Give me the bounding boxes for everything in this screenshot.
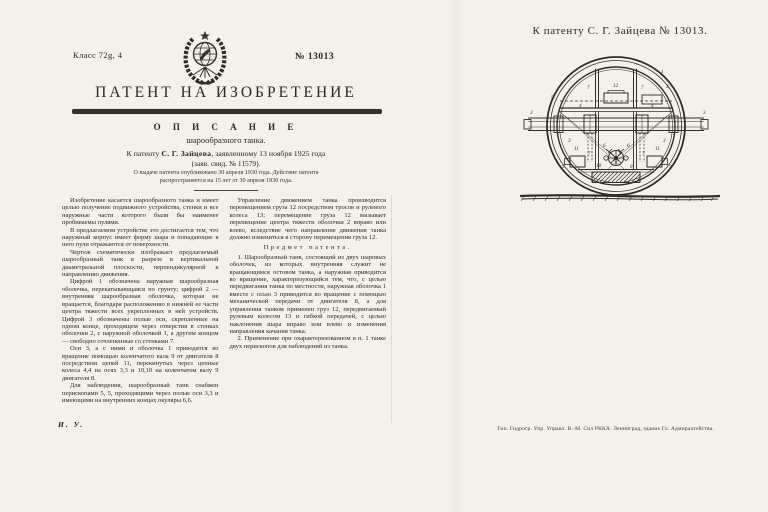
paragraph: Оси 3, а с ними и оболочка 1 приводятся во вращение помощью коленчатого вала 9 от двигателя 8 посредством цепей 11, перекинутых через цепные колеса 4,4 на осях 3,3 и 10,10 на коленчатом валу 9 двигателя 8. [62, 345, 219, 382]
patentee-name: С. Г. Зайцева [161, 149, 212, 158]
publication-note [80, 170, 372, 185]
figure-label: 10 [596, 163, 602, 169]
patent-body-text [62, 197, 386, 417]
hollow-axle [524, 116, 708, 133]
figure-label: 7 [642, 151, 645, 157]
figure-label: 12 [613, 83, 619, 89]
paragraph: Управление движением танка производится перемещением груза 12 посредством тросов и рулевого колеса 13; перемещение груза 12 вызывает перемещение центра тяжести оболочки 2 вправо или влево, вследствие чего направление движения танка должно измениться в сторону перемещения груза 12. [229, 197, 386, 242]
figure-label: 2 [666, 84, 669, 90]
patent-attribution-line [70, 149, 382, 158]
paragraph: Для наблюдения, шарообразный танк снабжен перископами 5, 5, проходящими через полые оси 3,3 и имеющими на внутренних концах окуляры 6,6. [62, 382, 219, 404]
figure-label: 5 [551, 95, 554, 101]
figure-label: 6 [603, 143, 606, 149]
printer-imprint: Тип. Гидрогр. Упр. Управл. В.-М. Сил РККА. Ленинград, здание Гл. Адмиралтейства. [497, 426, 714, 432]
patent-class-label: Класс 72g, 4 [73, 50, 123, 60]
figure-label: 1 [661, 69, 664, 75]
figure-label: 3 [568, 138, 571, 144]
application-note: (заяв. свид. № 11579). [191, 158, 261, 168]
crank-gear [604, 151, 628, 166]
figure-label: 4 [579, 103, 582, 109]
patent-line-prefix: К патенту [126, 149, 162, 158]
claims-heading: Предмет патента. [263, 244, 352, 252]
section-divider-rule [194, 190, 258, 191]
ussr-coat-of-arms-icon [180, 29, 230, 87]
paragraph: Чертеж схематически изображает предлагаемый шарообразный танк в разрезе в вертикальной диаметральной плоскости, перпендикулярной к направлению движения. [62, 248, 219, 279]
figure-label: 9 [562, 164, 565, 170]
description-heading: О П И С А Н И Е [153, 122, 299, 132]
figure-label: 8 [630, 164, 633, 170]
figure-label: 9 [669, 164, 672, 170]
page-title: ПАТЕНТ НА ИЗОБРЕТЕНИЕ [95, 84, 357, 101]
figure-label: 4 [651, 103, 654, 109]
figure-label: 7 [588, 151, 591, 157]
paragraph: В предлагаемом устройстве это достигается тем, что наружный корпус имеет форму шара и попадающие в него пули отражаются от поверхности. [62, 226, 219, 249]
paragraph: Изобретение касается шарообразного танка и имеет целью получение подвижного устройства, стенки и все наружные части которого были бы наименее пробиваемы пулями. [62, 197, 219, 227]
title-rule [72, 109, 382, 114]
page-gutter-shadow [448, 0, 464, 512]
page-fold-line [391, 195, 392, 423]
description-subject: шарообразного танка. [186, 135, 266, 145]
typesetter-initials: И. У. [58, 420, 85, 429]
figure-label: 6 [627, 143, 630, 149]
figure-label: 11 [655, 146, 660, 152]
patent-line-suffix: , заявленному 13 ноября 1925 года [211, 149, 326, 158]
figure-label: 3 [530, 110, 533, 116]
publication-note-line1: О выдаче патента опубликовано 30 апреля 1930 года. Действие патента [133, 170, 319, 176]
ground-hatching [520, 195, 720, 201]
patent-number: № 13013 [295, 52, 335, 62]
figure-label: 11 [574, 146, 579, 152]
publication-note-line2: распространяется на 15 лет от 30 апреля 1930 года. [159, 177, 293, 184]
claim-2: 2. Применение при охарактеризованном в п. 1 танке двух перископов для наблюдений из танка. [229, 335, 386, 350]
figure-label: 7 [587, 85, 590, 91]
figure-label: 7 [641, 85, 644, 91]
figure-label: 3 [663, 138, 666, 144]
spherical-tank-cross-section [500, 46, 740, 224]
paragraph: Цифрой 1 обозначена наружная шарообразная оболочка, перекатывающаяся по грунту; цифрой 2 — внутренняя шарообразная оболочка, которая не вращается, благодаря расположению в нижней ее части центра тяжести всех укрепленных в ней устройств. Цифрой 3 обозначены полые оси, скрепленные на одном конце, проходящем через отверстия в стенках оболочки 2, с наружной оболочкой 1, а другим концом — свободно сочлененные со стенками 7. [62, 278, 219, 345]
figure-label: 3 [703, 110, 706, 116]
claim-1: 1. Шарообразный танк, состоящий из двух шаровых оболочек, из которых внутренняя служит не вращающимся остовом танка, а наружная приводится во вращение, характеризующийся тем, что, с целью передвигания танка по местности, наружная оболочка 1 вместе с осью 3 приводится во вращение с помощью механической передачи от двигателя 8, а для управления танком применен груз 12, передвигаемый рулевым колесом 13 и гибкой передачей, с целью наклонения шара вправо или влево и изменения направления качания танка. [229, 253, 386, 335]
drawing-sheet-header: К патенту С. Г. Зайцева № 13013. [532, 25, 708, 37]
